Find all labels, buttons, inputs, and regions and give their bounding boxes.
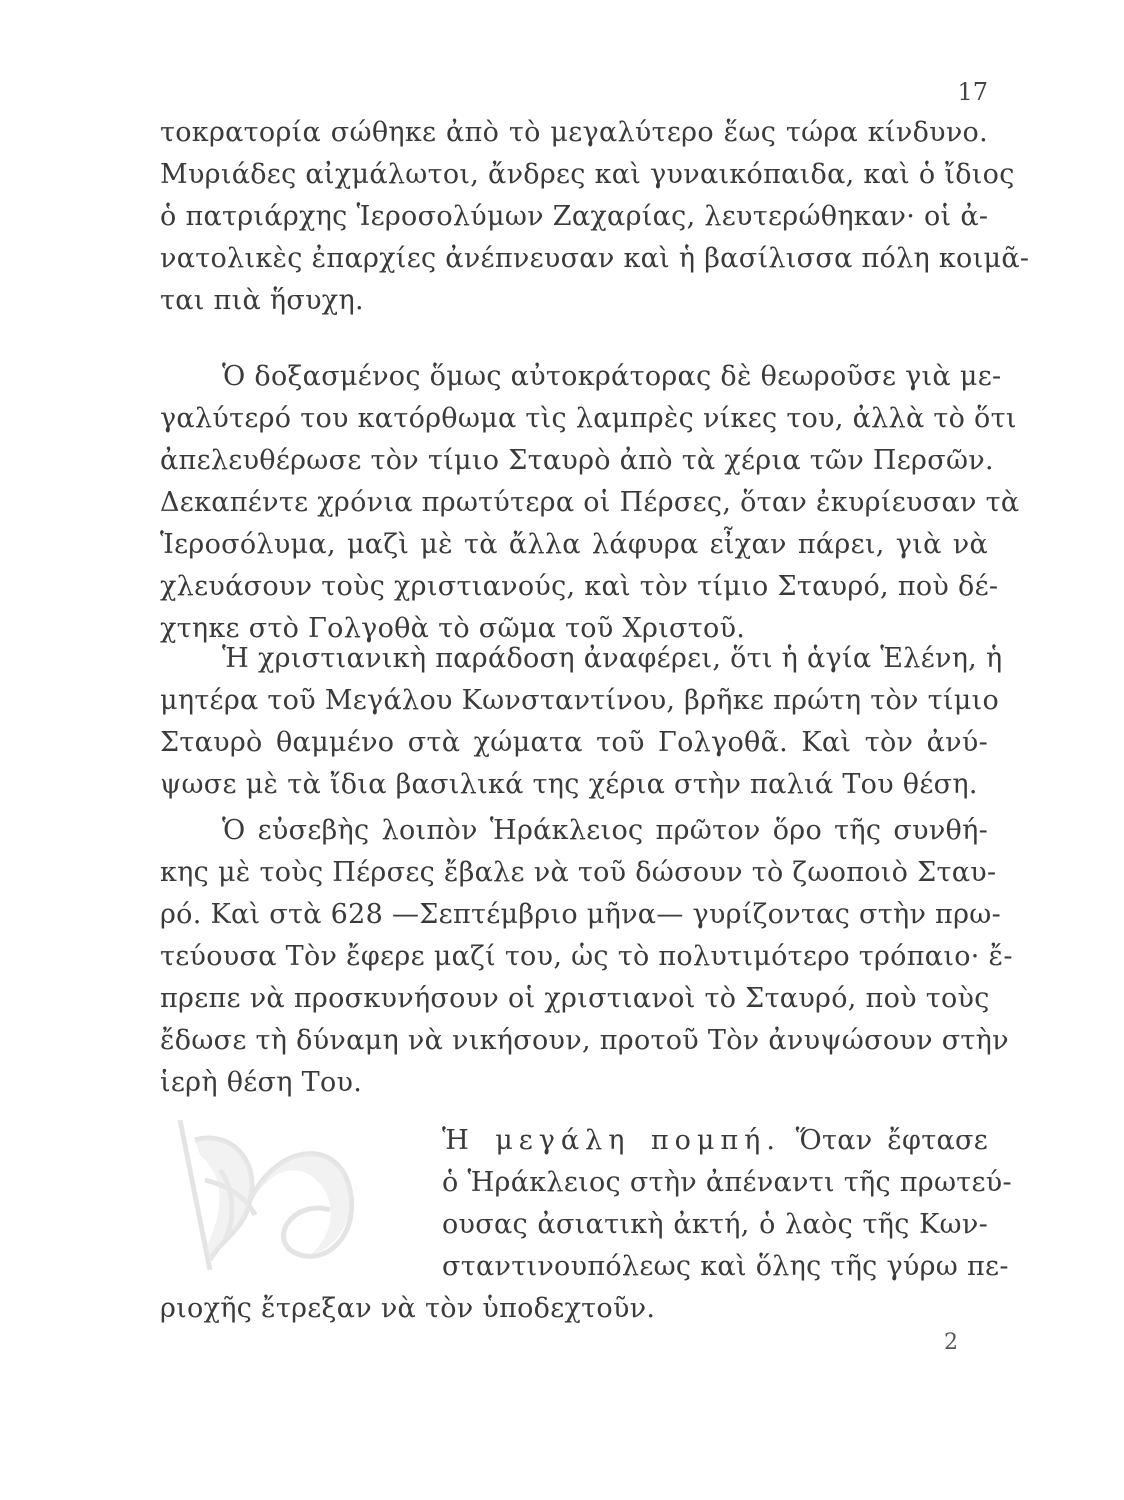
text-line: Μυριάδες αἰχμάλωτοι, ἄνδρες καὶ γυναικόπαιδα, καὶ ὁ ἴδιος — [160, 159, 1015, 190]
text-line: Σταυρὸ θαμμένο στὰ χώματα τοῦ Γολγοθᾶ. Καὶ τὸν ἀνύ- — [160, 727, 988, 758]
text-line: ἔδωσε τὴ δύναμη νὰ νικήσουν, προτοῦ Τὸν ἀνυψώσουν στὴν — [160, 1025, 1009, 1056]
paragraph-2 — [160, 356, 1020, 650]
paragraph-1 — [160, 112, 1030, 322]
text-line: Δεκαπέντε χρόνια πρωτύτερα οἱ Πέρσες, ὅταν ἐκυρίευσαν τὰ — [160, 487, 1020, 518]
text-line: ψωσε μὲ τὰ ἴδια βασιλικά της χέρια στὴν παλιά Του θέση. — [160, 769, 978, 800]
text-line: τοκρατορία σώθηκε ἀπὸ τὸ μεγαλύτερο ἕως τώρα κίνδυνο. — [160, 117, 988, 148]
text-line: ἀπελευθέρωσε τὸν τίμιο Σταυρὸ ἀπὸ τὰ χέρια τῶν Περσῶν. — [160, 445, 994, 476]
paragraph-5 — [160, 1120, 1012, 1330]
text-line: ὁ πατριάρχης Ἱεροσολύμων Ζαχαρίας, λευτερώθηκαν· οἱ ἀ- — [160, 201, 989, 232]
text-line: τεύουσα Τὸν ἔφερε μαζί του, ὡς τὸ πολυτιμότερο τρόπαιο· ἔ- — [160, 941, 1013, 972]
text-line: ρό. Καὶ στὰ 628 —Σεπτέμβριο μῆνα— γυρίζοντας στὴν πρω- — [160, 899, 1002, 930]
text-line: μητέρα τοῦ Μεγάλου Κωνσταντίνου, βρῆκε πρώτη τὸν τίμιο — [160, 685, 1000, 716]
paragraph-4 — [160, 810, 1013, 1104]
text-line: ται πιὰ ἥσυχη. — [160, 285, 364, 316]
text-line-rest: Ὅταν ἔφτασε — [795, 1125, 989, 1156]
text-line: σταντινουπόλεως καὶ ὅλης τῆς γύρω πε- — [442, 1251, 1009, 1282]
text-line: ἱερὴ θέση Του. — [160, 1067, 363, 1098]
text-line: Ὁ εὐσεβὴς λοιπὸν Ἡράκλειος πρῶτον ὅρο τῆς συνθή- — [222, 815, 988, 846]
text-line: ὁ Ἡράκλειος στὴν ἀπέναντι τῆς πρωτεύ- — [442, 1167, 1012, 1198]
sheet-signature-number: 2 — [944, 1330, 958, 1355]
page-number: 17 — [957, 78, 988, 106]
section-heading-line — [442, 1120, 988, 1162]
paragraph-3 — [160, 638, 1003, 806]
text-line: γαλύτερό του κατόρθωμα τὶς λαμπρὲς νίκες του, ἀλλὰ τὸ ὅτι — [160, 403, 1017, 434]
text-line: πρεπε νὰ προσκυνήσουν οἱ χριστιανοὶ τὸ Σταυρό, ποὺ τοὺς — [160, 983, 990, 1014]
text-line: ριοχῆς ἔτρεξαν νὰ τὸν ὑποδεχτοῦν. — [160, 1293, 656, 1324]
text-line: χτηκε στὸ Γολγοθὰ τὸ σῶμα τοῦ Χριστοῦ. — [160, 613, 746, 644]
text-line: νατολικὲς ἐπαρχίες ἀνέπνευσαν καὶ ἡ βασίλισσα πόλη κοιμᾶ- — [160, 243, 1030, 274]
text-line: χλευάσουν τοὺς χριστιανούς, καὶ τὸν τίμιο Σταυρό, ποὺ δέ- — [160, 571, 999, 602]
text-line: κης μὲ τοὺς Πέρσες ἔβαλε νὰ τοῦ δώσουν τὸ ζωοποιὸ Σταυ- — [160, 857, 997, 888]
text-line: Ὁ δοξασμένος ὅμως αὐτοκράτορας δὲ θεωροῦσε γιὰ με- — [222, 361, 1002, 392]
text-line: ουσας ἀσιατικὴ ἀκτή, ὁ λαὸς τῆς Κων- — [442, 1209, 988, 1240]
text-line: Ἡ χριστιανικὴ παράδοση ἀναφέρει, ὅτι ἡ ἁγία Ἑλένη, ἡ — [222, 643, 1003, 674]
section-heading: Ἡ μεγάλη πομπή. — [442, 1125, 781, 1156]
text-line: Ἱεροσόλυμα, μαζὶ μὲ τὰ ἄλλα λάφυρα εἶχαν πάρει, γιὰ νὰ — [160, 529, 988, 560]
